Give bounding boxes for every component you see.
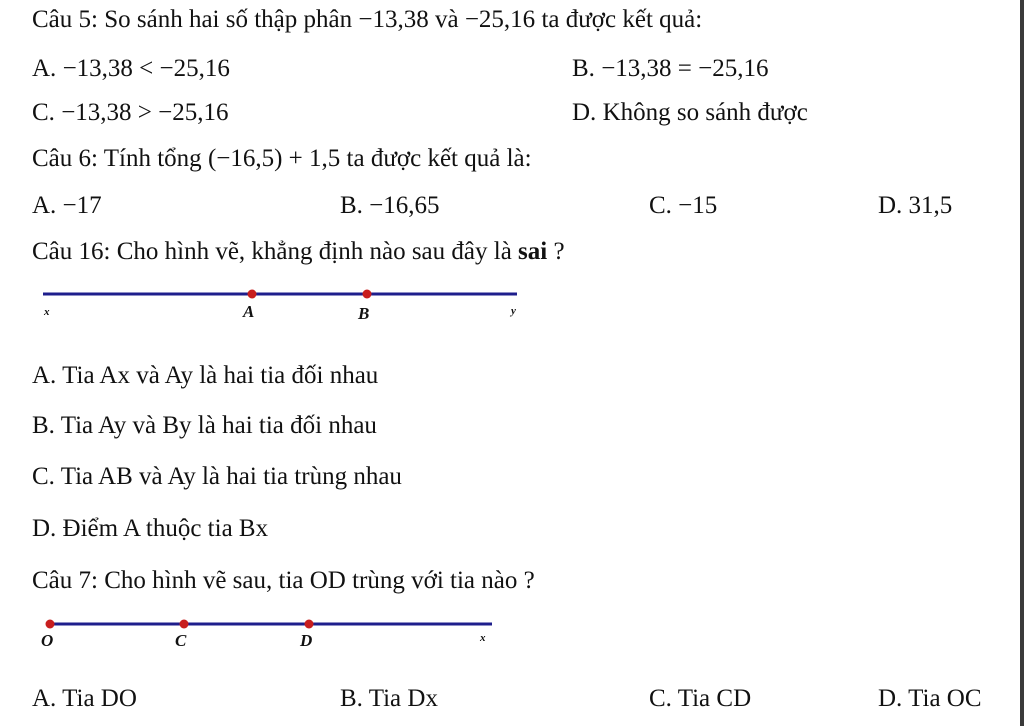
- q7-label-c: C: [175, 631, 187, 650]
- q16-stem-bold: sai: [518, 238, 548, 265]
- q6-option-c[interactable]: C. −15: [649, 192, 718, 219]
- q16-label-y: y: [511, 305, 516, 317]
- q16-label-a: A: [243, 302, 255, 321]
- q16-point-b: [363, 290, 372, 299]
- q16-option-a[interactable]: A. Tia Ax và Ay là hai tia đối nhau: [32, 362, 379, 389]
- q16-stem-suffix: ?: [553, 238, 565, 265]
- q16-option-b[interactable]: B. Tia Ay và By là hai tia đối nhau: [32, 412, 377, 439]
- q7-point-c: [180, 620, 189, 629]
- q5-option-b-key: B.: [572, 55, 595, 82]
- q6-stem-prefix: Câu 6: Tính tổng: [32, 145, 202, 172]
- q6-option-a[interactable]: A. −17: [32, 192, 102, 219]
- q7-label-o: O: [41, 631, 54, 650]
- q6-option-d[interactable]: D. 31,5: [878, 192, 953, 219]
- q6-expression: (−16,5) + 1,5: [207, 145, 341, 172]
- q5-option-b-value: −13,38 = −25,16: [601, 55, 769, 82]
- q7-label-d: D: [300, 631, 313, 650]
- q16-option-d[interactable]: D. Điểm A thuộc tia Bx: [32, 515, 269, 542]
- q16-label-b: B: [358, 304, 370, 323]
- q7-option-a[interactable]: A. Tia DO: [32, 685, 137, 712]
- q7-option-b[interactable]: B. Tia Dx: [340, 685, 438, 712]
- q16-stem-prefix: Câu 16: Cho hình vẽ, khẳng định nào sau đây là: [32, 238, 512, 265]
- q7-stem: Câu 7: Cho hình vẽ sau, tia OD trùng với tia nào ?: [32, 567, 535, 594]
- q5-and: và: [434, 6, 459, 33]
- q5-option-d-key: D.: [572, 99, 597, 126]
- q5-option-d-value: Không so sánh được: [602, 99, 808, 126]
- q16-label-x: x: [44, 306, 50, 318]
- q5-option-c-value: −13,38 > −25,16: [61, 99, 229, 126]
- q6-stem-suffix: ta được kết quả là:: [346, 145, 532, 172]
- q7-point-d: [305, 620, 314, 629]
- q16-option-c[interactable]: C. Tia AB và Ay là hai tia trùng nhau: [32, 463, 402, 490]
- q5-option-c-key: C.: [32, 99, 55, 126]
- q5-option-a-value: −13,38 < −25,16: [62, 55, 230, 82]
- q6-option-b[interactable]: B. −16,65: [340, 192, 440, 219]
- q7-label-x: x: [480, 632, 486, 644]
- q5-num1: −13,38: [358, 6, 429, 33]
- q5-stem-prefix: Câu 5: So sánh hai số thập phân: [32, 6, 353, 33]
- q5-option-a-key: A.: [32, 55, 57, 82]
- q7-option-d[interactable]: D. Tia OC: [878, 685, 982, 712]
- q7-point-o: [46, 620, 55, 629]
- q7-option-c[interactable]: C. Tia CD: [649, 685, 752, 712]
- q5-num2: −25,16: [464, 6, 536, 33]
- q5-stem-suffix: ta được kết quả:: [541, 6, 703, 33]
- q16-point-a: [248, 290, 257, 299]
